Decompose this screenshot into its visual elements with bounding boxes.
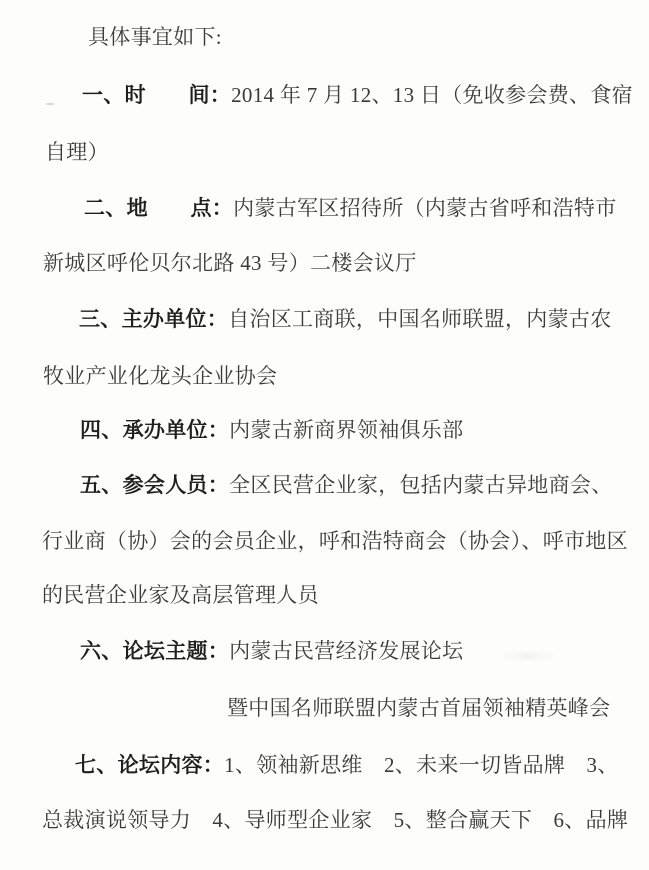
item-2-text-cont: 新城区呼伦贝尔北路 43 号）二楼会议厅 [43, 251, 417, 275]
item-2-label: 二、地 点： [84, 197, 234, 220]
item-2-text: 内蒙古军区招待所（内蒙古省呼和浩特市 [233, 196, 617, 220]
item-3-organizer [79, 305, 612, 334]
item-1-text-cont: 自理） [45, 140, 109, 164]
paragraph-intro [88, 23, 222, 51]
item-7-label: 七、论坛内容： [75, 754, 225, 777]
item-5-participants [80, 471, 613, 500]
scan-artifact-speck [46, 103, 54, 105]
item-2-location [84, 194, 617, 223]
item-4-undertaker [80, 416, 463, 445]
item-3-organizer-continuation [43, 362, 277, 390]
item-1-text: 2014 年 7 月 12、13 日（免收参会费、食宿 [231, 83, 633, 107]
item-5-text: 全区民营企业家，包括内蒙古异地商会、 [229, 473, 613, 497]
item-7-content [75, 751, 619, 780]
intro-text: 具体事宜如下: [88, 25, 222, 49]
item-6-text: 内蒙古民营经济发展论坛 [229, 639, 464, 663]
item-1-time-continuation [45, 138, 109, 166]
item-2-location-continuation [43, 249, 417, 277]
item-4-text: 内蒙古新商界领袖俱乐部 [229, 418, 464, 442]
scan-artifact-smudge [498, 650, 558, 662]
item-3-label: 三、主办单位： [79, 308, 229, 331]
item-6-label: 六、论坛主题： [80, 640, 230, 663]
item-6-subtitle-text: 暨中国名师联盟内蒙古首届领袖精英峰会 [227, 696, 611, 720]
item-6-theme [80, 637, 463, 666]
item-5-label: 五、参会人员： [80, 474, 230, 497]
item-4-label: 四、承办单位： [80, 419, 230, 442]
item-7-content-continuation [42, 806, 628, 834]
item-5-text-cont-2: 的民营企业家及高层管理人员 [42, 583, 319, 607]
item-3-text: 自治区工商联，中国名师联盟，内蒙古农 [228, 307, 612, 331]
item-7-text: 1、领袖新思维 2、未来一切皆品牌 3、 [224, 753, 619, 777]
item-1-time [82, 81, 633, 110]
item-7-text-cont: 总裁演说领导力 4、导师型企业家 5、整合赢天下 6、品牌 [42, 808, 629, 832]
item-6-theme-subtitle [227, 694, 610, 722]
item-5-participants-continuation-1 [42, 527, 628, 555]
item-3-text-cont: 牧业产业化龙头企业协会 [43, 364, 278, 388]
item-1-label: 一、时 间： [82, 84, 232, 107]
item-5-text-cont-1: 行业商（协）会的会员企业，呼和浩特商会（协会）、呼市地区 [42, 529, 628, 553]
item-5-participants-continuation-2 [42, 581, 319, 609]
